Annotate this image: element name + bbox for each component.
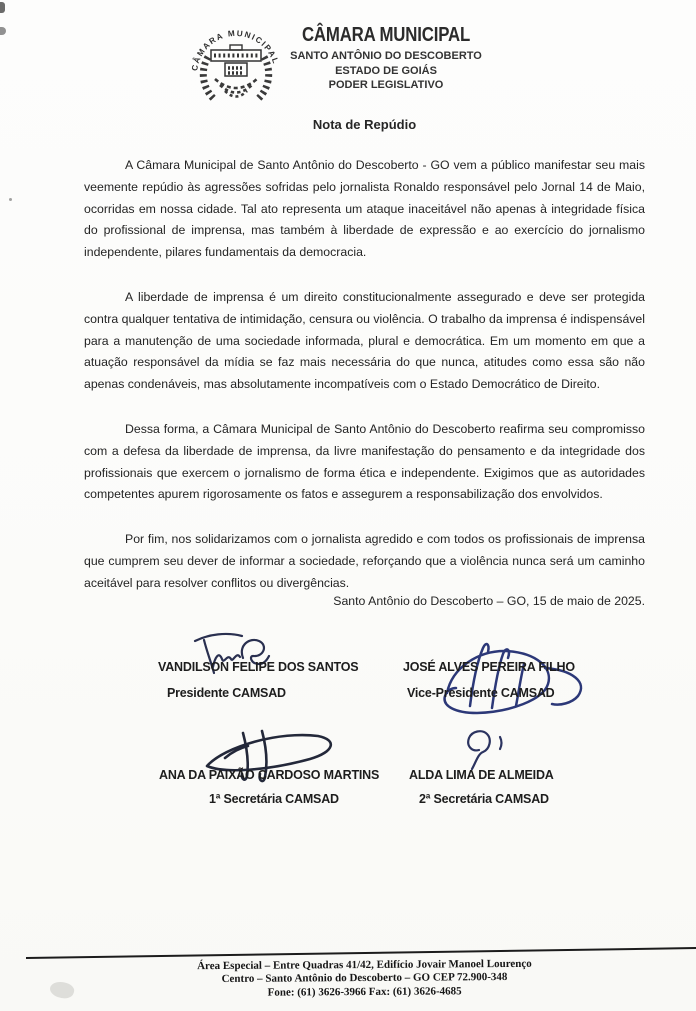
letterhead (279, 23, 493, 93)
signature-name-first-secretary: ANA DA PAIXÃO CARDOSO MARTINS (159, 768, 380, 782)
signature-role-first-secretary: 1ª Secretária CAMSAD (209, 792, 339, 806)
paragraph-1: A Câmara Municipal de Santo Antônio do Descoberto - GO vem a público manifestar seu mais veemente repúdio às agressões sofridas pelo jornalista Ronaldo responsável pelo Jornal 14 de Maio, ocorridas em nossa cidade. Tal ato representa um ataque inaceitável não apenas à integridade física do profissional de imprensa, mas também à liberdade de expressão e ao exercício do jornalismo independente, pilares fundamentais da democracia. (84, 158, 645, 260)
dateline: Santo Antônio do Descoberto – GO, 15 de maio de 2025. (333, 594, 645, 608)
document-body (84, 155, 645, 618)
seal-arc-text: CÂMARA MUNICIPAL (190, 28, 281, 72)
footer-address (84, 957, 645, 1001)
footer-line-3: Fone: (61) 3626-3966 Fax: (61) 3626-4685 (267, 984, 462, 999)
camara-municipal-seal-icon (183, 13, 289, 115)
seal-left-arc (203, 57, 214, 99)
scan-artifact (0, 27, 6, 35)
paragraph-3: Dessa forma, a Câmara Municipal de Santo Antônio do Descoberto reafirma seu compromisso com a defesa da liberdade de imprensa, da livre manifestação do pensamento e da integridade dos profissionais que exercem o jornalismo de forma ética e independente. Exigimos que as autoridades competentes apurem rigorosamente os fatos e assegurem a responsabilização dos envolvidos. (84, 421, 645, 502)
seal-right-arc (258, 57, 269, 99)
org-subtitle-line-3: PODER LEGISLATIVO (328, 79, 444, 91)
signature-name-president: VANDILSON FELIPE DOS SANTOS (158, 660, 359, 674)
paragraph-4: Por fim, nos solidarizamos com o jornalista agredido e com todos os profissionais de imprensa que cumprem seu dever de informar a sociedade, reforçando que a violência nunca será um caminho aceitável para resolver conflitos ou divergências. (84, 532, 645, 590)
footer-line-2: Centro – Santo Antônio do Descoberto – GO CEP 72.900-348 (221, 971, 508, 986)
scan-artifact (0, 2, 5, 13)
org-subtitle-line-2: ESTADO DE GOIÁS (335, 64, 437, 77)
org-title: CÂMARA MUNICIPAL (301, 24, 471, 46)
signature-role-second-secretary: 2ª Secretária CAMSAD (419, 792, 549, 806)
signature-ink-jose (425, 640, 605, 722)
org-subtitle-line-1: SANTO ANTÔNIO DO DESCOBERTO (290, 50, 482, 62)
scan-artifact (9, 198, 12, 201)
signature-role-president: Presidente CAMSAD (167, 686, 286, 700)
seal-lower-arcs (215, 79, 257, 97)
signature-name-vice-president: JOSÉ ALVES PEREIRA FILHO (403, 660, 575, 674)
document-title: Nota de Repúdio (312, 117, 417, 132)
scan-artifact (48, 979, 76, 1002)
signature-role-vice-president: Vice-Presidente CAMSAD (407, 686, 555, 700)
signature-name-second-secretary: ALDA LIMA DE ALMEIDA (409, 768, 554, 782)
seal-building-icon (211, 45, 261, 76)
footer-line-1: Área Especial – Entre Quadras 41/42, Edifício Jovair Manoel Lourenço (197, 957, 532, 973)
paragraph-2: A liberdade de imprensa é um direito constitucionalmente assegurado e deve ser protegida contra qualquer tentativa de intimidação, censura ou violência. O trabalho da imprensa é indispensável para a manutenção de uma sociedade informada, plural e democrática. Em um momento em que a atuação responsável da mídia se faz mais necessária do que nunca, atitudes como essa são não apenas condenáveis, mas absolutamente incompatíveis com o Estado Democrático de Direito. (84, 289, 645, 392)
